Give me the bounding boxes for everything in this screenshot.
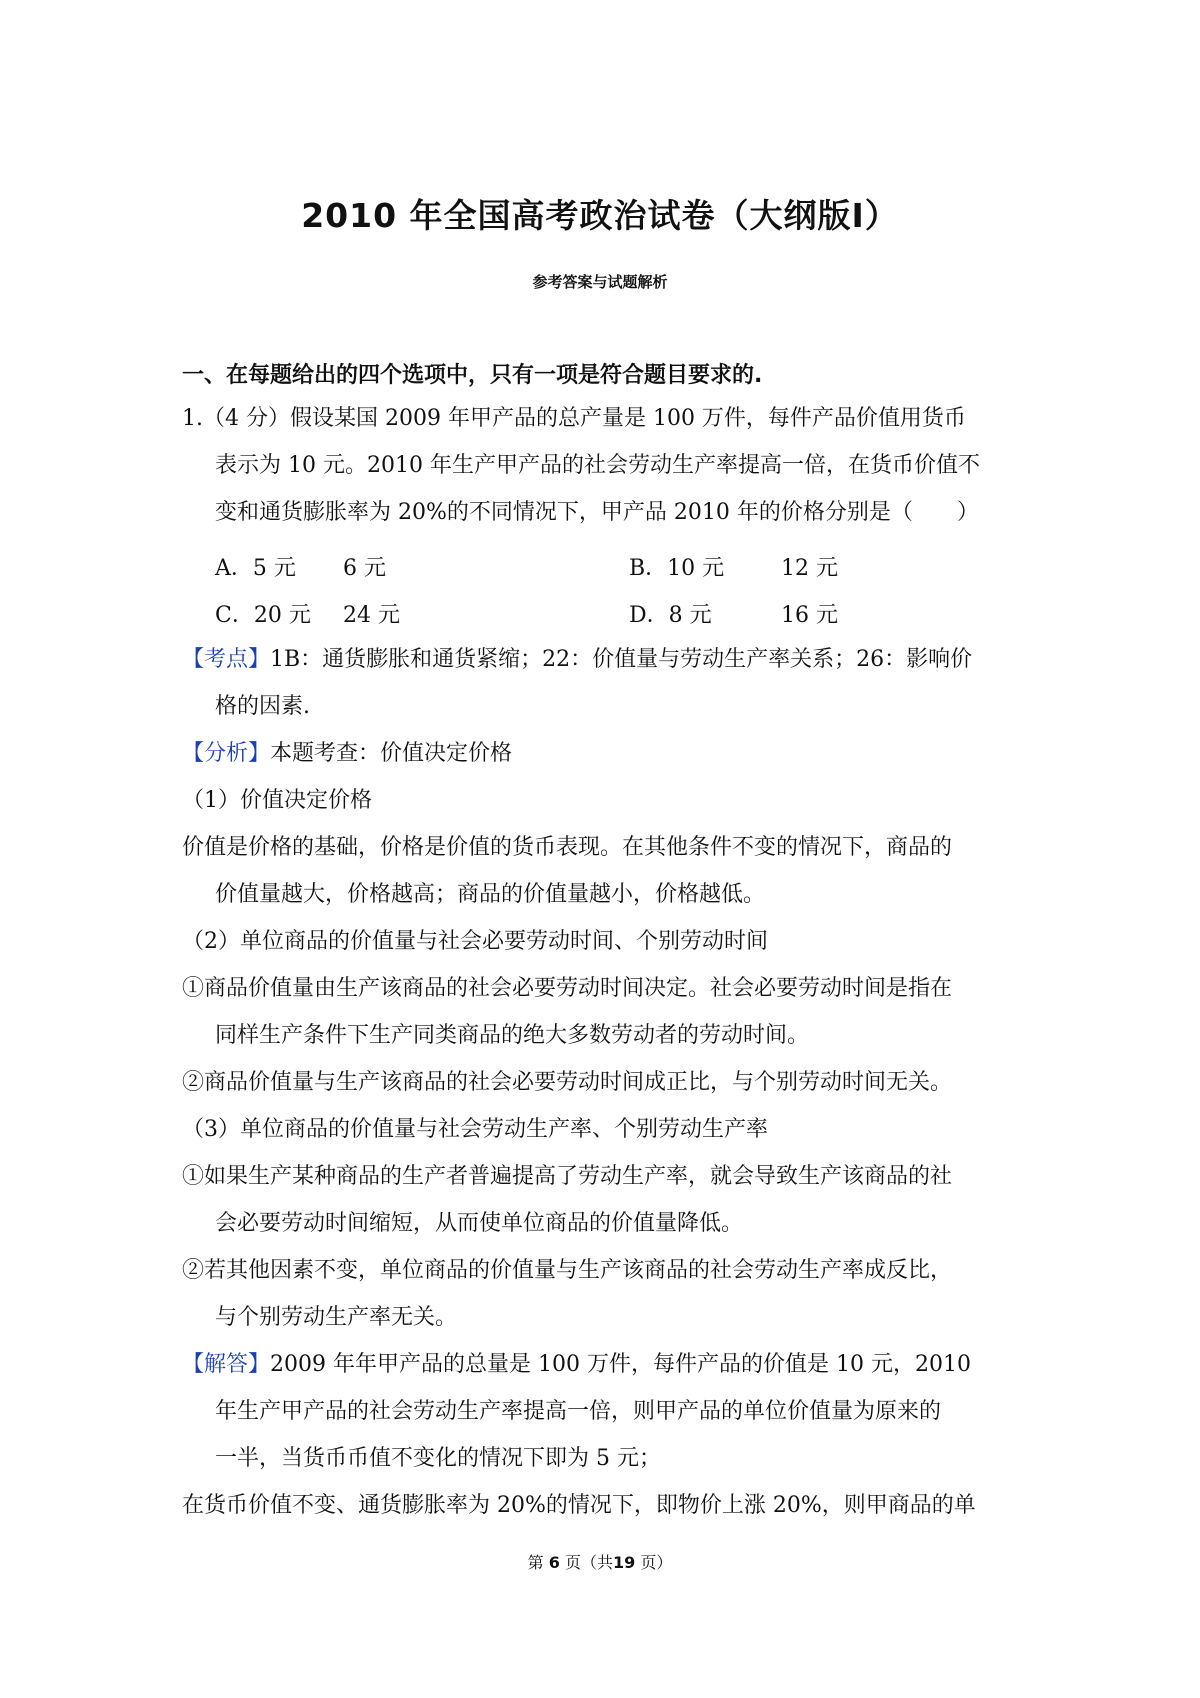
fenxi-text: 本题考查：价值决定价格 — [270, 741, 513, 766]
jieda-tag: 【解答】 — [182, 1352, 271, 1377]
option-b-second: 12 元 — [781, 556, 838, 581]
kaodian-line: 格的因素. — [215, 694, 310, 719]
jieda-line: 一半，当货币币值不变化的情况下即为 5 元； — [215, 1446, 661, 1471]
fenxi-line — [182, 739, 512, 769]
analysis-line: 价值是价格的基础，价格是价值的货币表现。在其他条件不变的情况下，商品的 — [182, 835, 953, 860]
option-d-second: 16 元 — [781, 603, 838, 628]
fenxi-tag: 【分析】 — [182, 741, 271, 766]
analysis-line: ①如果生产某种商品的生产者普遍提高了劳动生产率，就会导致生产该商品的社 — [182, 1164, 953, 1189]
jieda-text: 2009 年年甲产品的总量是 100 万件，每件产品的价值是 10 元，2010 — [270, 1352, 971, 1377]
analysis-line: ②商品价值量与生产该商品的社会必要劳动时间成正比，与个别劳动时间无关。 — [182, 1070, 953, 1095]
footer-prefix: 第 — [527, 1553, 544, 1572]
analysis-line: ①商品价值量由生产该商品的社会必要劳动时间决定。社会必要劳动时间是指在 — [182, 976, 953, 1001]
footer-mid: 页（共 — [564, 1553, 613, 1572]
question-line: 表示为 10 元。2010 年生产甲产品的社会劳动生产率提高一倍，在货币价值不 — [215, 453, 980, 478]
analysis-line: 会必要劳动时间缩短，从而使单位商品的价值量降低。 — [215, 1211, 744, 1236]
analysis-line: （1）价值决定价格 — [182, 788, 372, 813]
kaodian-tag: 【考点】 — [182, 647, 271, 672]
page-footer — [0, 1550, 1200, 1573]
jieda-line: 在货币价值不变、通货膨胀率为 20%的情况下，即物价上涨 20%，则甲商品的单 — [182, 1493, 976, 1518]
option-c-second: 24 元 — [343, 603, 400, 628]
option-a-label: A．5 元 — [215, 556, 296, 581]
kaodian-line — [182, 645, 972, 675]
analysis-line: （2）单位商品的价值量与社会必要劳动时间、个别劳动时间 — [182, 929, 768, 954]
footer-suffix: 页） — [640, 1553, 673, 1572]
analysis-line: （3）单位商品的价值量与社会劳动生产率、个别劳动生产率 — [182, 1117, 768, 1142]
question-line: 1.（4 分）假设某国 2009 年甲产品的总产量是 100 万件，每件产品价值用货币 — [182, 406, 966, 431]
jieda-line: 年生产甲产品的社会劳动生产率提高一倍，则甲产品的单位价值量为原来的 — [215, 1399, 942, 1424]
kaodian-text: 1B：通货膨胀和通货紧缩；22：价值量与劳动生产率关系；26：影响价 — [270, 647, 973, 672]
analysis-line: 与个别劳动生产率无关。 — [215, 1305, 458, 1330]
analysis-line: 同样生产条件下生产同类商品的绝大多数劳动者的劳动时间。 — [215, 1023, 810, 1048]
footer-total-pages: 19 — [612, 1553, 636, 1572]
jieda-line — [182, 1350, 971, 1380]
option-a-second: 6 元 — [343, 556, 386, 581]
option-c-label: C．20 元 — [215, 603, 311, 628]
page-subtitle: 参考答案与试题解析 — [532, 273, 668, 291]
analysis-line: ②若其他因素不变，单位商品的价值量与生产该商品的社会劳动生产率成反比， — [182, 1258, 953, 1283]
section-heading: 一、在每题给出的四个选项中，只有一项是符合题目要求的. — [182, 363, 763, 388]
footer-page-number: 6 — [548, 1553, 560, 1572]
question-line: 变和通货膨胀率为 20%的不同情况下，甲产品 2010 年的价格分别是（ ） — [215, 500, 979, 525]
option-b-label: B．10 元 — [629, 556, 725, 581]
option-d-label: D．8 元 — [629, 603, 712, 628]
page-title: 2010 年全国高考政治试卷（大纲版Ⅰ） — [301, 196, 899, 235]
analysis-line: 价值量越大，价格越高；商品的价值量越小，价格越低。 — [215, 882, 766, 907]
